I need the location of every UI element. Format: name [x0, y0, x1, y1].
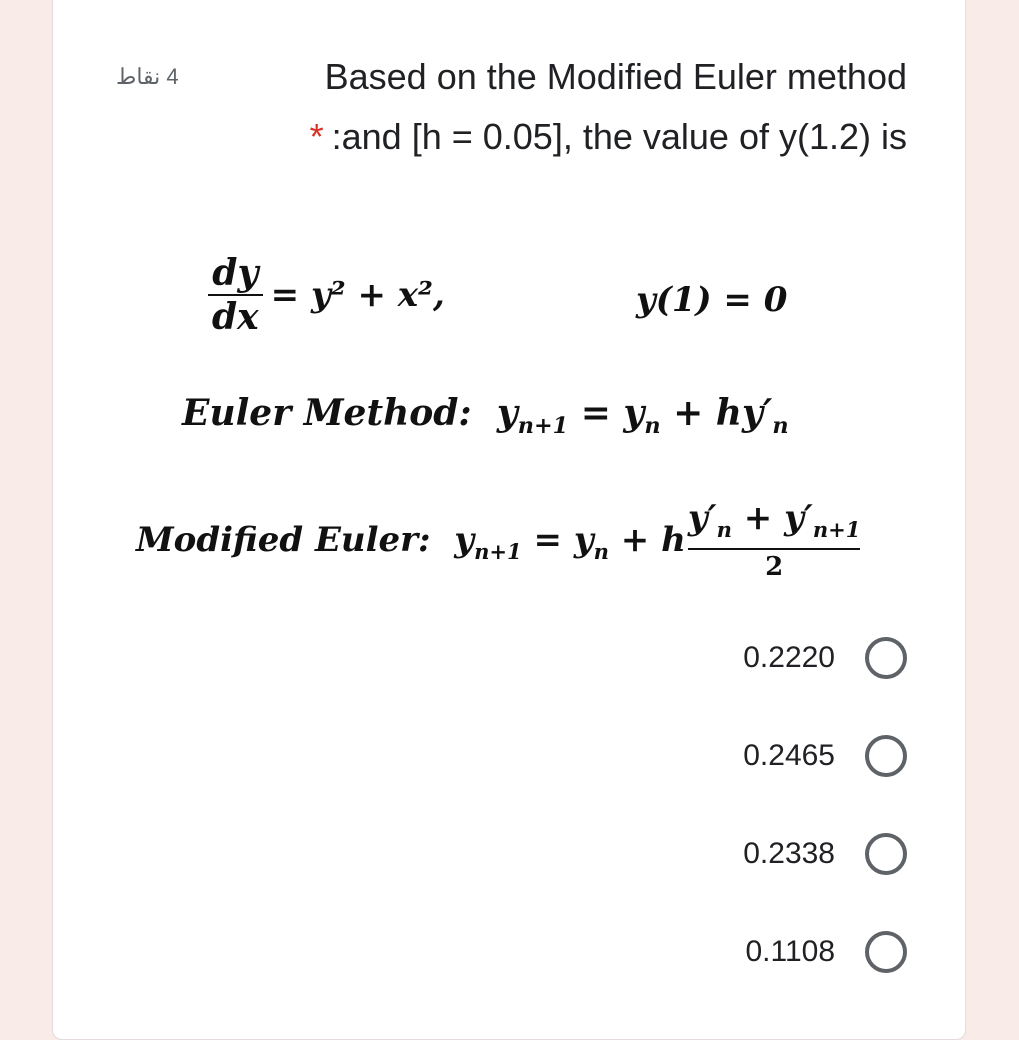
- question-title-line2-text: :and [h = 0.05], the value of y(1.2) is: [331, 116, 907, 157]
- radio-button[interactable]: [865, 735, 907, 777]
- option-2[interactable]: [743, 734, 907, 778]
- modified-formula-expr: $y_{n+1} = y_n + h$: [442, 519, 686, 564]
- option-4[interactable]: [745, 930, 907, 974]
- euler-formula-expr: $y_{n+1} = y_n + hy'_n$: [484, 392, 789, 440]
- radio-button[interactable]: [865, 931, 907, 973]
- modified-fraction-numerator: $y'_n + y'_{n+1}$: [687, 498, 861, 542]
- modified-fraction-denominator: 2: [765, 551, 784, 582]
- option-label: 0.2338: [743, 837, 835, 870]
- euler-method-formula: [182, 392, 789, 439]
- modified-euler-label: Modified Euler:: [136, 519, 431, 560]
- modified-fraction: [688, 500, 861, 584]
- option-label: 0.2465: [743, 739, 835, 772]
- euler-method-label: Euler Method:: [182, 392, 472, 434]
- initial-condition: y(1) = 0: [636, 280, 788, 320]
- radio-button[interactable]: [865, 637, 907, 679]
- question-title-line2: [310, 116, 907, 158]
- fraction-numerator: dy: [212, 252, 259, 294]
- question-title-line1: Based on the Modified Euler method: [324, 56, 907, 97]
- option-label: 0.2220: [743, 641, 835, 674]
- radio-button[interactable]: [865, 833, 907, 875]
- option-label: 0.1108: [745, 935, 835, 968]
- ode-equation: [208, 252, 445, 338]
- required-asterisk: *: [309, 116, 324, 157]
- option-1[interactable]: [743, 636, 907, 680]
- fraction-denominator: dx: [212, 296, 259, 338]
- ode-rhs: = y² + x²,: [270, 275, 445, 315]
- modified-euler-formula: [136, 500, 860, 584]
- points-label: 4 نقاط: [116, 64, 179, 89]
- dy-dx-fraction: [208, 252, 263, 338]
- option-3[interactable]: [743, 832, 907, 876]
